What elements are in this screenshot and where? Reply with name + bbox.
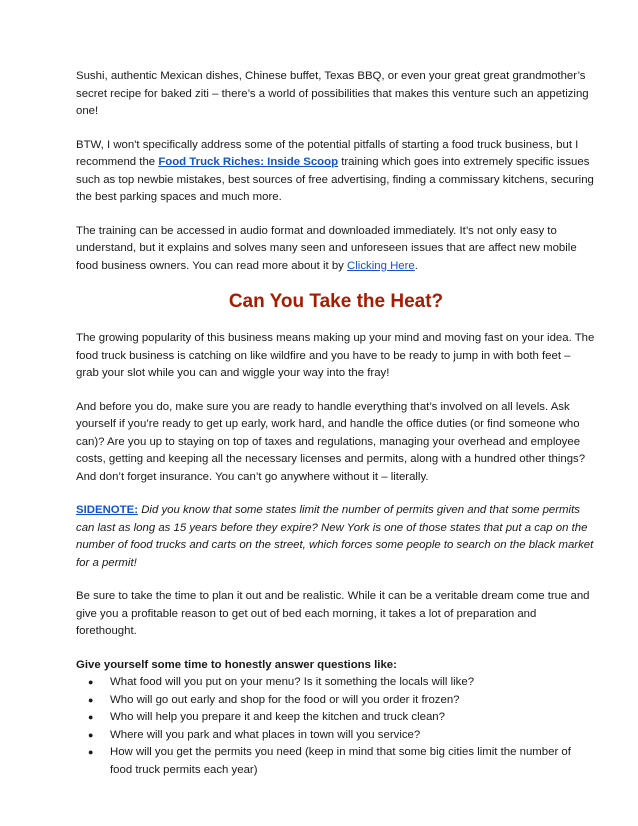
section-heading: Can You Take the Heat? <box>228 291 444 312</box>
sidenote-text: Did you know that some states limit the number of permits given and that some permits can last as long as 15 years before they expire? New York is one of those states that put a cap on the number of food trucks and carts on the street, which forces some people to search on the black market for a permit! <box>76 504 594 569</box>
food-truck-riches-link[interactable]: Food Truck Riches: Inside Scoop <box>158 156 339 168</box>
intro-paragraph-3-text-b: . <box>414 259 418 272</box>
intro-paragraph-2-text-a: BTW, I won't specifically address some of the potential pitfalls of starting a food truck business, but I recommend the <box>76 138 579 168</box>
clicking-here-link[interactable]: Clicking Here <box>347 259 415 272</box>
intro-paragraph-3 <box>76 223 596 276</box>
questions-list <box>76 674 596 779</box>
list-item: ● What food will you put on your menu? Is it something the locals will like? <box>110 674 596 692</box>
list-item: ● How will you get the permits you need (keep in mind that some big cities limit the number of food truck permits each year) <box>110 744 596 779</box>
list-item: ● Who will help you prepare it and keep the kitchen and truck clean? <box>110 709 596 727</box>
section-paragraph-3: Be sure to take the time to plan it out and be realistic. While it can be a veritable dream come true and give you a profitable reason to get out of bed each morning, it takes a lot of preparation and forethought. <box>76 590 590 637</box>
intro-paragraph-1: Sushi, authentic Mexican dishes, Chinese buffet, Texas BBQ, or even your great great grandmother’s secret recipe for baked ziti – there’s a world of possibilities that makes this venture such an appetizing one! <box>76 70 589 117</box>
intro-paragraph-3-text-a: The training can be accessed in audio format and downloaded immediately. It’s not only easy to understand, but it explains and solves many seen and unforeseen issues that are affect new mobile food business owners. You can read more about it by <box>76 224 577 272</box>
intro-paragraph-2 <box>76 137 596 207</box>
document-page <box>76 68 596 779</box>
intro-paragraph-2-text-b: training which goes into extremely specific issues such as top newbie mistakes, best sources of free advertising, finding a commissary kitchens, securing the best parking spaces and much more. <box>76 156 594 203</box>
section-paragraph-1: The growing popularity of this business means making up your mind and moving fast on your idea. The food truck business is catching on like wildfire and you have to be ready to jump in with both feet – grab your slot while you can and wiggle your way into the fray! <box>76 332 595 379</box>
sidenote-paragraph <box>76 502 596 572</box>
questions-heading: Give yourself some time to honestly answer questions like: <box>76 658 397 671</box>
list-item: ● Where will you park and what places in town will you service? <box>110 727 596 745</box>
section-paragraph-2: And before you do, make sure you are ready to handle everything that’s involved on all levels. Ask yourself if you’re ready to get up early, work hard, and handle the office duties (or find someone who can)? Are you up to staying on top of taxes and regulations, managing your overhead and employee costs, getting and keeping all the necessary licenses and permits, along with a hundred other things? And don’t forget insurance. You can’t go anywhere without it – literally. <box>76 400 586 483</box>
list-item: ● Who will go out early and shop for the food or will you order it frozen? <box>110 692 596 710</box>
sidenote-label: SIDENOTE: <box>76 504 139 516</box>
